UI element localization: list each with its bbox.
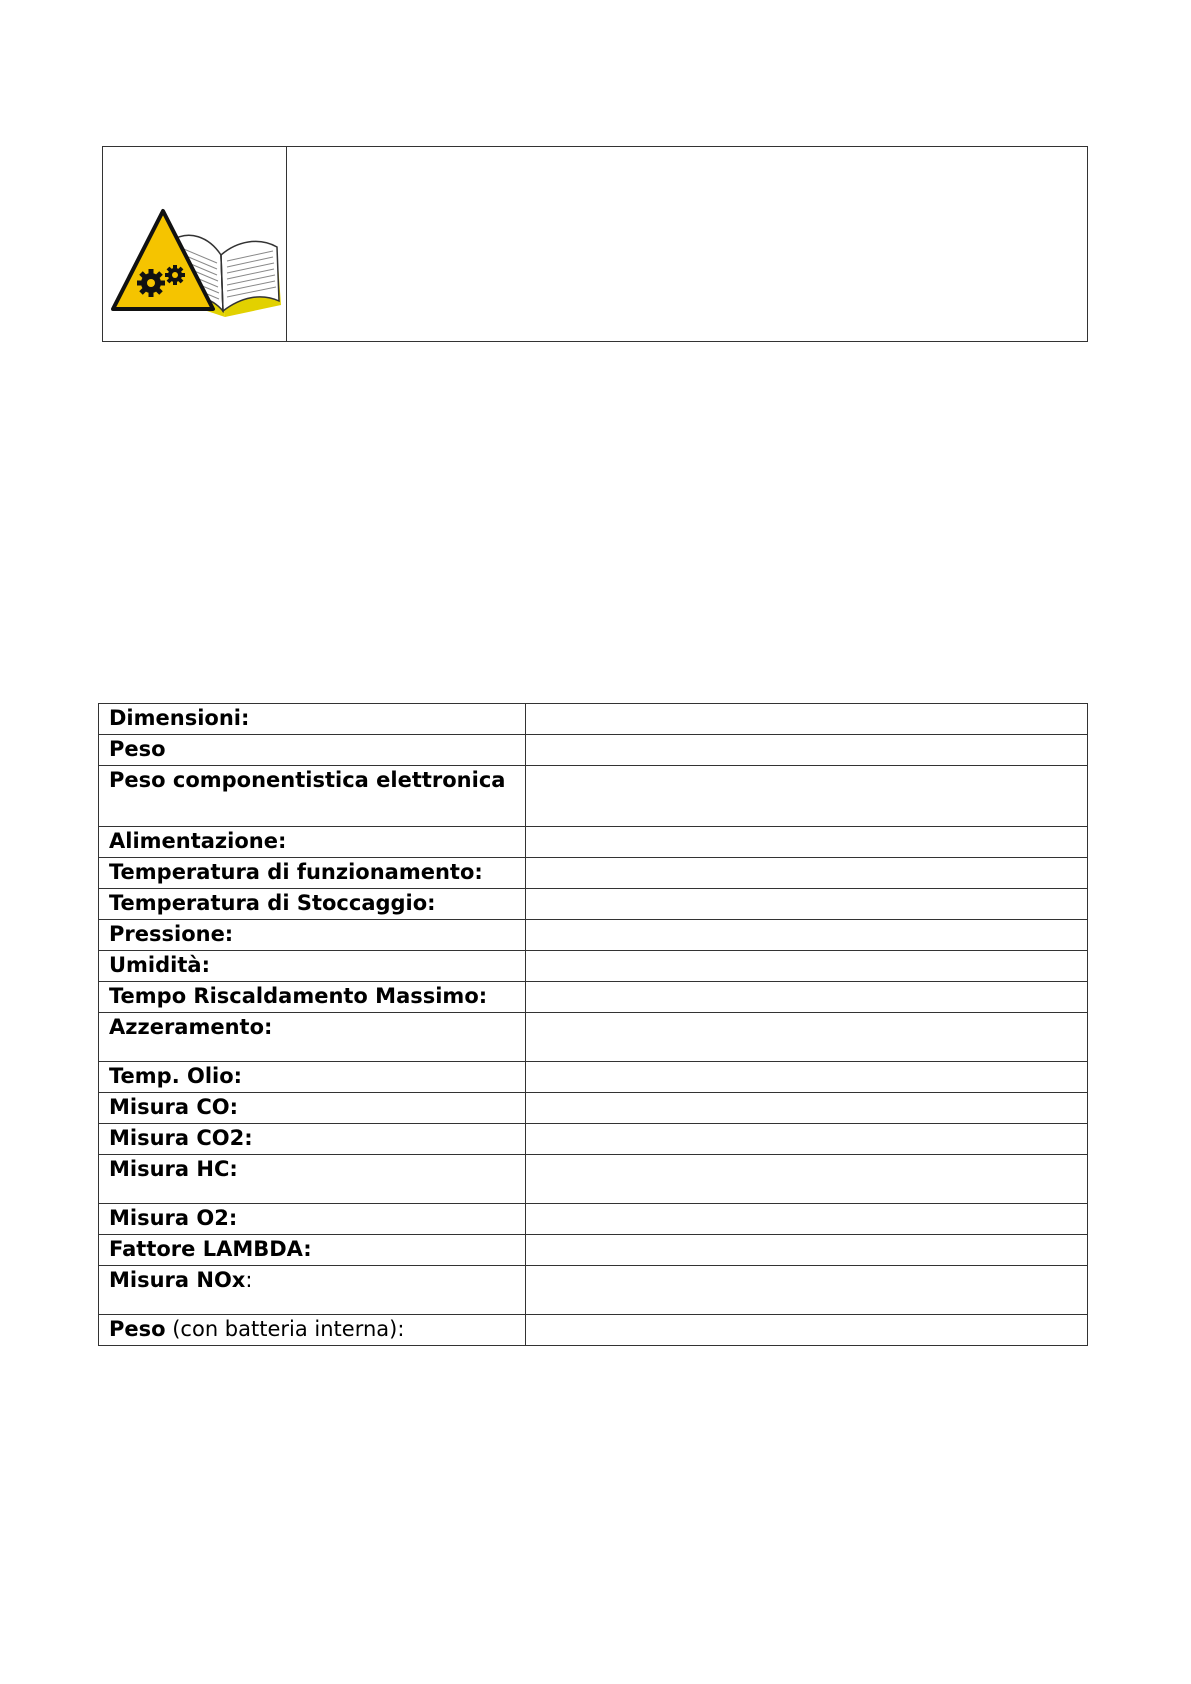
table-row — [99, 1062, 1088, 1093]
spec-label: Azzeramento: — [99, 1013, 526, 1062]
table-row — [99, 1155, 1088, 1204]
table-row — [99, 1235, 1088, 1266]
spec-value — [526, 1155, 1088, 1204]
table-row — [99, 858, 1088, 889]
spec-value — [526, 1093, 1088, 1124]
spec-label: Temp. Olio: — [99, 1062, 526, 1093]
spec-label: Misura HC: — [99, 1155, 526, 1204]
spec-value — [526, 982, 1088, 1013]
spec-label: Umidità: — [99, 951, 526, 982]
spec-value — [526, 858, 1088, 889]
spec-label — [99, 1266, 526, 1315]
spec-value — [526, 735, 1088, 766]
spec-label-main: Misura NOx — [109, 1268, 246, 1292]
spec-value — [526, 1266, 1088, 1315]
spec-label-main: Peso — [109, 1317, 166, 1341]
header-box — [102, 146, 1088, 342]
spec-value — [526, 827, 1088, 858]
table-row — [99, 735, 1088, 766]
table-row — [99, 1204, 1088, 1235]
table-row — [99, 889, 1088, 920]
spec-label: Peso — [99, 735, 526, 766]
spec-label: Tempo Riscaldamento Massimo: — [99, 982, 526, 1013]
spec-value — [526, 951, 1088, 982]
table-row — [99, 704, 1088, 735]
spec-value — [526, 920, 1088, 951]
spec-value — [526, 766, 1088, 827]
spec-value — [526, 1124, 1088, 1155]
spec-label: Misura CO2: — [99, 1124, 526, 1155]
manual-warning-icon — [109, 207, 281, 317]
spec-label: Temperatura di funzionamento: — [99, 858, 526, 889]
specifications-table — [98, 703, 1088, 1346]
spec-label: Alimentazione: — [99, 827, 526, 858]
spec-value — [526, 1013, 1088, 1062]
spec-label — [99, 1315, 526, 1346]
header-text-cell — [287, 147, 1087, 341]
table-row — [99, 1315, 1088, 1346]
spec-label: Misura O2: — [99, 1204, 526, 1235]
spec-value — [526, 1204, 1088, 1235]
spec-label-suffix: : — [245, 1268, 253, 1292]
table-row — [99, 766, 1088, 827]
spec-value — [526, 889, 1088, 920]
table-row — [99, 920, 1088, 951]
spec-value — [526, 1315, 1088, 1346]
table-row — [99, 982, 1088, 1013]
spec-label: Misura CO: — [99, 1093, 526, 1124]
spec-label: Pressione: — [99, 920, 526, 951]
spec-label-suffix: (con batteria interna): — [165, 1317, 405, 1341]
spec-value — [526, 1062, 1088, 1093]
spec-label: Dimensioni: — [99, 704, 526, 735]
table-row — [99, 1013, 1088, 1062]
header-icon-cell — [103, 147, 287, 341]
table-row — [99, 1266, 1088, 1315]
table-row — [99, 1124, 1088, 1155]
spec-value — [526, 704, 1088, 735]
spec-label: Peso componentistica elettronica — [99, 766, 526, 827]
spec-label: Fattore LAMBDA: — [99, 1235, 526, 1266]
table-row — [99, 827, 1088, 858]
table-row — [99, 951, 1088, 982]
table-row — [99, 1093, 1088, 1124]
spec-value — [526, 1235, 1088, 1266]
spec-label: Temperatura di Stoccaggio: — [99, 889, 526, 920]
